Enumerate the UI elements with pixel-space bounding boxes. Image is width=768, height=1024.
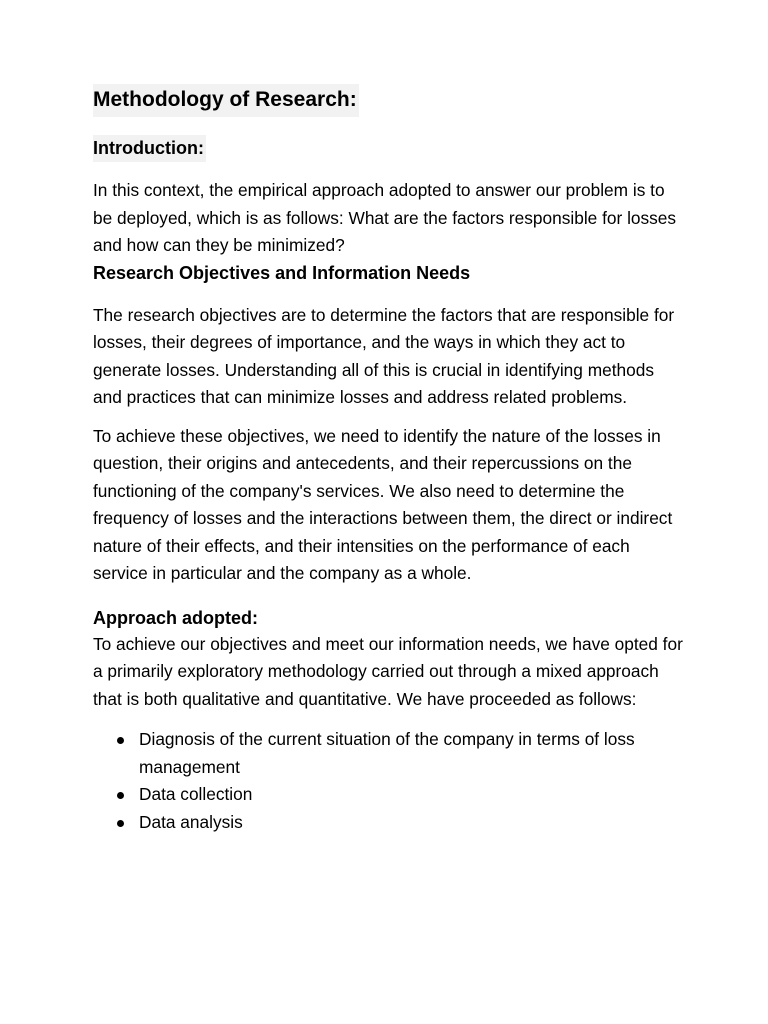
approach-paragraph: To achieve our objectives and meet our information needs, we have opted for a primarily exploratory methodology carried out through a mixed approach that is both qualitative and quantitative. We have proceeded as follows: bbox=[93, 633, 683, 709]
document-page bbox=[93, 84, 683, 836]
approach-steps-list bbox=[93, 726, 683, 836]
list-item-text: Data analysis bbox=[139, 811, 243, 832]
bullet-icon bbox=[117, 737, 124, 744]
objectives-paragraph-2: To achieve these objectives, we need to identify the nature of the losses in question, their origins and antecedents, and their repercussions on the functioning of the company's services. We also need to determine the frequency of losses and the interactions between them, the direct or indirect nature of their effects, and their intensities on the performance of each service in particular and the company as a whole. bbox=[93, 425, 673, 583]
bullet-icon bbox=[117, 820, 124, 827]
document-title: Methodology of Research: bbox=[93, 84, 359, 117]
list-item bbox=[93, 809, 683, 837]
list-item-text: Diagnosis of the current situation of the company in terms of loss management bbox=[139, 729, 635, 777]
approach-heading: Approach adopted: bbox=[93, 607, 258, 628]
list-item-text: Data collection bbox=[139, 784, 253, 804]
list-item bbox=[93, 781, 683, 809]
introduction-paragraph: In this context, the empirical approach adopted to answer our problem is to be deployed, which is as follows: What are the factors responsible for losses and how can they be minimized? bbox=[93, 180, 677, 255]
list-item bbox=[93, 726, 683, 781]
introduction-heading: Introduction: bbox=[93, 135, 206, 162]
objectives-paragraph-1: The research objectives are to determine the factors that are responsible for losses, their degrees of importance, and the ways in which they act to generate losses. Understanding all of this is crucial in identifying methods and practices that can minimize losses and address related problems. bbox=[93, 304, 675, 407]
objectives-heading: Research Objectives and Information Needs bbox=[93, 262, 471, 283]
bullet-icon bbox=[117, 792, 124, 799]
